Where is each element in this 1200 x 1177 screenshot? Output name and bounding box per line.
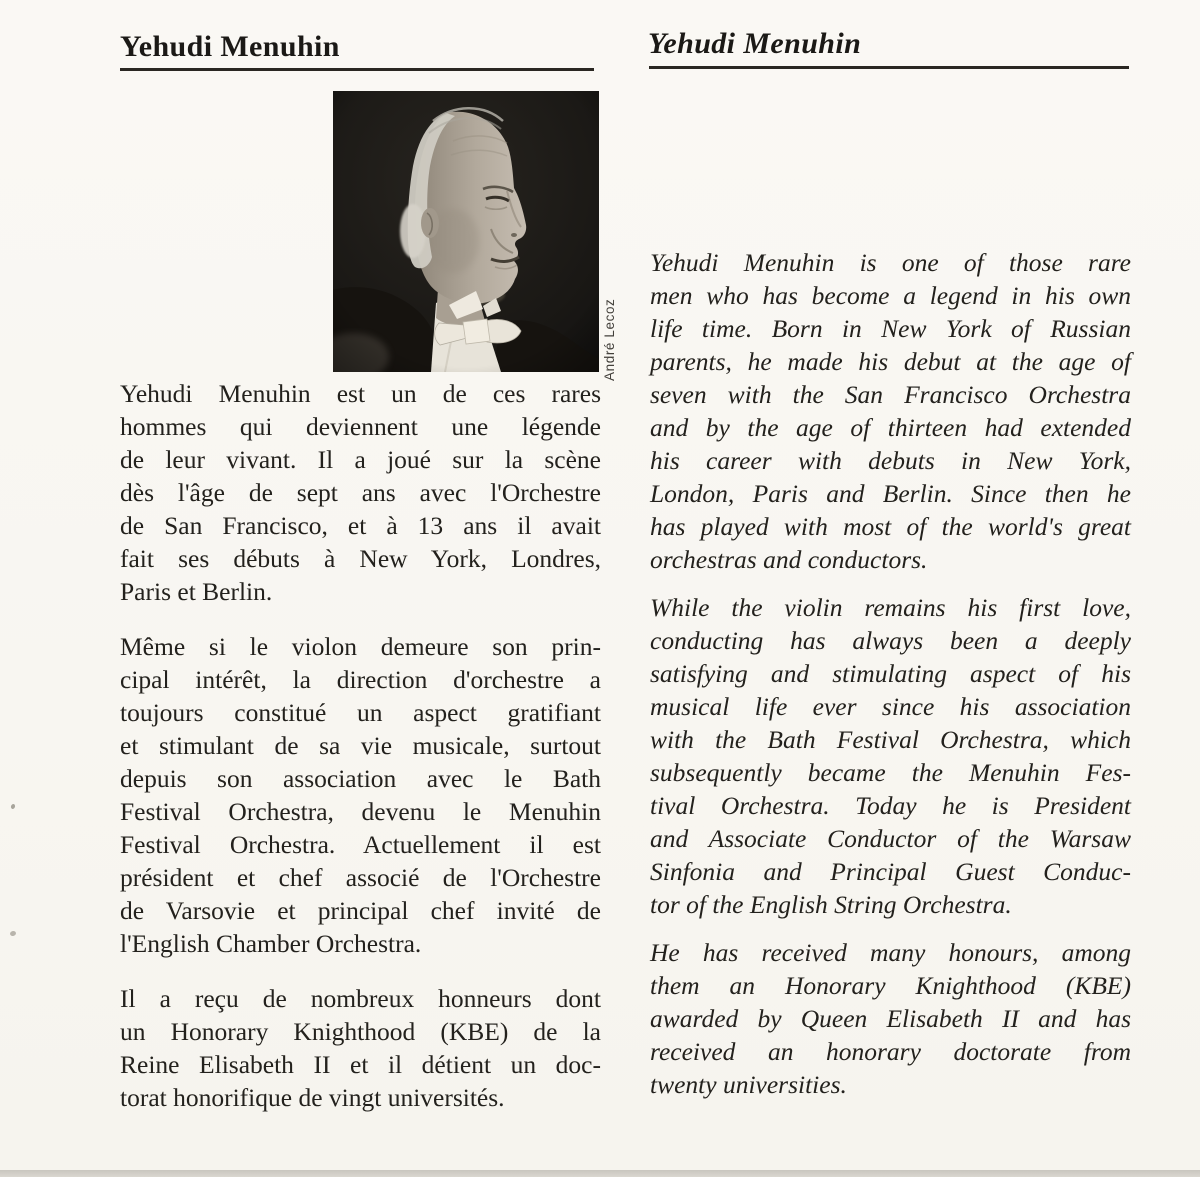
text-line: subsequently became the Menuhin Fes- [650,758,1131,787]
right-column-heading: Yehudi Menuhin [648,27,862,60]
text-line: conducting has always been a deeply [650,626,1131,655]
text-line: with the Bath Festival Orchestra, which [650,725,1131,754]
paragraph [650,936,1131,1101]
text-line: torat honorifique de vingt universités. [120,1083,505,1112]
text-line: et stimulant de sa vie musicale, surtout [120,731,601,760]
text-line: un Honorary Knighthood (KBE) de la [120,1017,601,1046]
text-line: and Associate Conductor of the Warsaw [650,824,1131,853]
text-line: fait ses débuts à New York, Londres, [120,544,601,573]
text-line: orchestras and conductors. [650,545,928,574]
text-line: Reine Elisabeth II et il détient un doc- [120,1050,601,1079]
paragraph [120,377,601,608]
text-line: his career with debuts in New York, [650,446,1131,475]
paragraph [650,591,1131,921]
text-line: toujours constitué un aspect gratifiant [120,698,601,727]
paragraph [120,982,601,1114]
text-line: Même si le violon demeure son prin- [120,632,601,661]
text-line: Yehudi Menuhin est un de ces rares [120,379,601,408]
paragraph [650,246,1131,576]
text-line: de Varsovie et principal chef invité de [120,896,601,925]
text-line: dès l'âge de sept ans avec l'Orchestre [120,478,601,507]
english-text-column [650,246,1131,1116]
text-line: l'English Chamber Orchestra. [120,929,422,958]
text-line: London, Paris and Berlin. Since then he [650,479,1131,508]
right-heading-rule [649,66,1129,69]
text-line: hommes qui deviennent une légende [120,412,601,441]
text-line: Paris et Berlin. [120,577,273,606]
scan-speck [10,803,15,809]
text-line: has played with most of the world's great [650,512,1131,541]
text-line: Sinfonia and Principal Guest Conduc- [650,857,1131,886]
text-line: received an honorary doctorate from [650,1037,1131,1066]
left-heading-rule [120,68,594,71]
text-line: seven with the San Francisco Orchestra [650,380,1131,409]
text-line: Festival Orchestra, devenu le Menuhin [120,797,601,826]
text-line: While the violin remains his first love, [650,593,1131,622]
text-line: satisfying and stimulating aspect of his [650,659,1131,688]
text-line: président et chef associé de l'Orchestre [120,863,601,892]
text-line: parents, he made his debut at the age of [650,347,1131,376]
photo-credit: André Lecoz [602,298,617,381]
text-line: musical life ever since his association [650,692,1131,721]
text-line: Yehudi Menuhin is one of those rare [650,248,1131,277]
text-line: depuis son association avec le Bath [120,764,601,793]
text-line: life time. Born in New York of Russian [650,314,1131,343]
french-text-column [120,377,601,1136]
text-line: men who has become a legend in his own [650,281,1131,310]
left-column-heading: Yehudi Menuhin [120,30,340,63]
portrait-photo [333,91,599,372]
text-line: awarded by Queen Elisabeth II and has [650,1004,1131,1033]
text-line: and by the age of thirteen had extended [650,413,1131,442]
text-line: Il a reçu de nombreux honneurs dont [120,984,601,1013]
scan-speck [9,930,16,936]
text-line: tival Orchestra. Today he is President [650,791,1131,820]
text-line: cipal intérêt, la direction d'orchestre a [120,665,601,694]
text-line: them an Honorary Knighthood (KBE) [650,971,1131,1000]
text-line: Festival Orchestra. Actuellement il est [120,830,601,859]
text-line: de San Francisco, et à 13 ans il avait [120,511,601,540]
portrait-photo-illustration [333,91,599,372]
text-line: twenty universities. [650,1070,847,1099]
text-line: de leur vivant. Il a joué sur la scène [120,445,601,474]
text-line: He has received many honours, among [650,938,1131,967]
scan-edge-strip [0,1170,1200,1177]
text-line: tor of the English String Orchestra. [650,890,1012,919]
paragraph [120,630,601,960]
